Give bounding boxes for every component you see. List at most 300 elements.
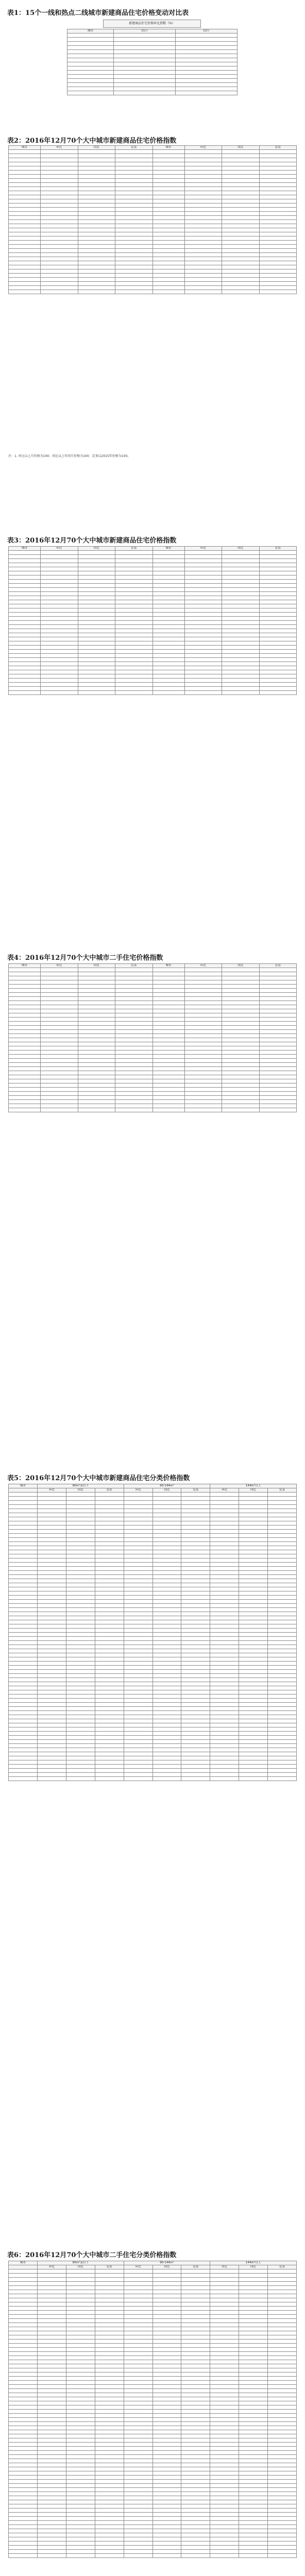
table-cell	[78, 1079, 115, 1083]
table-cell	[41, 1022, 78, 1026]
table-cell	[95, 2327, 124, 2331]
table-cell	[268, 1546, 297, 1550]
header-large: 144m²以上	[210, 1484, 297, 1488]
table-cell	[95, 1563, 124, 1567]
table-cell	[239, 1719, 268, 1723]
table-cell	[78, 195, 115, 199]
table-cell	[124, 1678, 152, 1682]
table-cell	[181, 2401, 210, 2405]
table-row	[9, 1744, 297, 1748]
table-cell	[41, 985, 78, 989]
table-cell	[9, 1624, 38, 1629]
table-row	[9, 1756, 297, 1760]
table-cell	[222, 175, 260, 179]
table-cell	[222, 282, 260, 286]
table-cell	[210, 2410, 239, 2414]
table-row	[9, 2278, 297, 2282]
table-cell	[152, 2537, 181, 2541]
table-cell	[95, 1773, 124, 1777]
table-cell	[152, 2550, 181, 2554]
table-cell	[9, 1769, 38, 1773]
table-cell	[239, 2537, 268, 2541]
table-cell	[222, 580, 260, 584]
table-row	[9, 1703, 297, 1707]
table-cell	[239, 1513, 268, 1517]
table-cell	[259, 286, 297, 290]
table-cell	[78, 171, 115, 175]
table-cell	[124, 1493, 152, 1497]
table-cell	[78, 567, 115, 571]
table-cell	[124, 1600, 152, 1604]
table-2-title: 表2：2016年12月70个大中城市新建商品住宅价格指数	[7, 137, 177, 145]
table-cell	[9, 220, 41, 224]
table-cell	[152, 1748, 181, 1752]
table-row	[9, 2455, 297, 2459]
table-cell	[9, 646, 41, 650]
table-row	[9, 2269, 297, 2274]
table-cell	[115, 191, 153, 195]
table-cell	[239, 2447, 268, 2451]
table-cell	[222, 236, 260, 241]
table-cell	[184, 1083, 222, 1088]
table-cell	[152, 1620, 181, 1624]
table-cell	[239, 2377, 268, 2381]
table-cell	[184, 584, 222, 588]
table-cell	[66, 2401, 95, 2405]
table-cell	[115, 679, 153, 683]
table-cell	[210, 2360, 239, 2364]
table-cell	[41, 1100, 78, 1104]
table-cell	[152, 1558, 181, 1563]
table-cell	[210, 2471, 239, 2476]
table-cell	[222, 604, 260, 608]
table-row	[9, 236, 297, 241]
table-cell	[181, 2385, 210, 2389]
table-cell	[41, 1067, 78, 1071]
table-cell	[38, 2451, 66, 2455]
table-cell	[78, 232, 115, 236]
table-cell	[66, 2286, 95, 2290]
table-cell	[41, 1046, 78, 1050]
table-cell	[152, 559, 184, 563]
table-cell	[124, 2298, 152, 2302]
table-cell	[78, 1046, 115, 1050]
table-cell	[268, 1777, 297, 1781]
table-cell	[181, 1591, 210, 1596]
table-cell	[152, 1612, 181, 1616]
table-cell	[152, 2389, 181, 2393]
table-cell	[181, 2352, 210, 2356]
table-cell	[115, 588, 153, 592]
table-cell	[66, 1575, 95, 1579]
table-cell	[9, 1501, 38, 1505]
table-cell	[210, 1571, 239, 1575]
table-cell	[181, 1550, 210, 1554]
table-cell	[38, 2335, 66, 2340]
table-cell	[9, 265, 41, 269]
table-cell	[181, 2504, 210, 2509]
table-cell	[181, 1678, 210, 1682]
table-cell	[184, 588, 222, 592]
table-cell	[239, 2434, 268, 2438]
table-cell	[268, 1711, 297, 1715]
table-cell	[181, 2397, 210, 2401]
table-cell	[66, 1645, 95, 1649]
table-cell	[115, 171, 153, 175]
table-cell	[210, 1542, 239, 1546]
table-cell	[66, 2500, 95, 2504]
table-cell	[41, 559, 78, 563]
table-row	[9, 1546, 297, 1550]
table-cell	[210, 1752, 239, 1756]
table-cell	[239, 1608, 268, 1612]
table-cell	[78, 608, 115, 613]
table-cell	[124, 1542, 152, 1546]
table-cell	[115, 212, 153, 216]
table-cell	[41, 162, 78, 166]
table-cell	[38, 2319, 66, 2323]
table-cell	[95, 1530, 124, 1534]
table-cell	[239, 2476, 268, 2480]
table-row	[9, 150, 297, 154]
table-cell	[9, 2463, 38, 2467]
table-cell	[222, 1005, 260, 1009]
table-cell	[184, 621, 222, 625]
table-cell	[152, 1026, 184, 1030]
table-cell	[41, 1079, 78, 1083]
table-cell	[95, 1558, 124, 1563]
table-cell	[184, 1100, 222, 1104]
table-row	[9, 1059, 297, 1063]
table-row	[9, 1505, 297, 1509]
table-cell	[41, 1096, 78, 1100]
table-cell	[9, 2393, 38, 2397]
table-cell	[38, 2447, 66, 2451]
table-cell	[184, 608, 222, 613]
table-cell	[9, 228, 41, 232]
table-cell	[115, 563, 153, 567]
table-cell	[210, 1760, 239, 1765]
table-cell	[41, 555, 78, 559]
table-cell	[78, 1100, 115, 1104]
table-cell	[41, 600, 78, 604]
table-cell	[152, 980, 184, 985]
table-cell	[9, 2496, 38, 2500]
table-cell	[38, 2307, 66, 2311]
table-cell	[78, 679, 115, 683]
table-cell	[66, 2525, 95, 2529]
table-cell	[38, 1723, 66, 1727]
table-cell	[152, 633, 184, 637]
table-cell	[66, 2434, 95, 2438]
header-base: 定基	[181, 2265, 210, 2269]
table-cell	[78, 563, 115, 567]
table-cell	[239, 1509, 268, 1513]
header-city: 城市	[9, 964, 41, 968]
table-row	[9, 2286, 297, 2290]
header-city: 城市	[67, 29, 114, 33]
table-cell	[181, 2364, 210, 2368]
table-cell	[78, 204, 115, 208]
table-cell	[239, 1563, 268, 1567]
table-cell	[9, 1009, 41, 1013]
table-cell	[184, 687, 222, 691]
table-row	[9, 1092, 297, 1096]
table-cell	[124, 1575, 152, 1579]
table-cell	[115, 592, 153, 596]
table-cell	[181, 1616, 210, 1620]
table-row	[9, 290, 297, 294]
table-cell	[210, 2286, 239, 2290]
table-cell	[9, 1030, 41, 1034]
table-cell	[115, 1055, 153, 1059]
table-cell	[41, 683, 78, 687]
table-cell	[259, 976, 297, 980]
table-row	[9, 1550, 297, 1554]
table-cell	[268, 2447, 297, 2451]
table-cell	[124, 2381, 152, 2385]
table-cell	[41, 567, 78, 571]
table-cell	[268, 1732, 297, 1736]
table-cell	[152, 1744, 181, 1748]
table-cell	[95, 2307, 124, 2311]
table-cell	[9, 2521, 38, 2525]
table-cell	[9, 1653, 38, 1657]
table-cell	[259, 687, 297, 691]
table-cell	[78, 1042, 115, 1046]
table-cell	[210, 1662, 239, 1666]
table-cell	[181, 2509, 210, 2513]
table-cell	[38, 1694, 66, 1699]
table-cell	[41, 1038, 78, 1042]
table-cell	[124, 1633, 152, 1637]
table-cell	[115, 158, 153, 162]
table-row	[9, 580, 297, 584]
table-cell	[210, 2364, 239, 2368]
table-cell	[95, 2546, 124, 2550]
table-cell	[268, 2356, 297, 2360]
table-cell	[41, 658, 78, 662]
table-cell	[41, 679, 78, 683]
table-cell	[115, 658, 153, 662]
table-row	[9, 670, 297, 674]
table-row	[9, 1001, 297, 1005]
header-mom: 环比	[41, 146, 78, 150]
table-cell	[268, 1563, 297, 1567]
table-cell	[239, 2554, 268, 2558]
table-cell	[38, 2389, 66, 2393]
table-cell	[259, 662, 297, 666]
table-cell	[95, 1521, 124, 1526]
table-cell	[38, 2286, 66, 2290]
table-cell	[210, 2541, 239, 2546]
table-cell	[181, 1694, 210, 1699]
table-cell	[9, 1542, 38, 1546]
table-cell	[95, 2282, 124, 2286]
table-cell	[78, 683, 115, 687]
table-cell	[239, 1620, 268, 1624]
table-cell	[181, 2447, 210, 2451]
table-cell	[9, 621, 41, 625]
table-cell	[210, 1633, 239, 1637]
table-cell	[152, 2451, 181, 2455]
table-cell	[268, 2525, 297, 2529]
table-cell	[115, 674, 153, 679]
table-cell	[184, 261, 222, 265]
table-cell	[38, 2426, 66, 2430]
table-cell	[95, 1645, 124, 1649]
table-cell	[176, 38, 238, 42]
table-cell	[41, 158, 78, 162]
table-cell	[210, 2269, 239, 2274]
table-cell	[38, 2484, 66, 2488]
table-cell	[239, 2274, 268, 2278]
table-cell	[268, 2393, 297, 2397]
table-cell	[66, 2480, 95, 2484]
table-cell	[181, 2286, 210, 2290]
table-cell	[259, 274, 297, 278]
table-cell	[239, 1575, 268, 1579]
table-cell	[9, 1092, 41, 1096]
table-cell	[268, 1558, 297, 1563]
table-cell	[38, 1666, 66, 1670]
table-cell	[124, 1641, 152, 1645]
table-row	[9, 563, 297, 567]
table-cell	[239, 1744, 268, 1748]
table-cell	[152, 625, 184, 629]
table-cell	[66, 1563, 95, 1567]
table-cell	[9, 2525, 38, 2529]
table-cell	[38, 1744, 66, 1748]
table-cell	[184, 257, 222, 261]
table-cell	[152, 555, 184, 559]
table-cell	[114, 46, 176, 50]
table-cell	[124, 1752, 152, 1756]
table-cell	[95, 1765, 124, 1769]
table-cell	[259, 980, 297, 985]
table-cell	[115, 637, 153, 641]
table-cell	[152, 2509, 181, 2513]
table-cell	[152, 2447, 181, 2451]
table-cell	[115, 245, 153, 249]
table-cell	[78, 158, 115, 162]
table-cell	[152, 2438, 181, 2443]
table-row	[9, 674, 297, 679]
table-cell	[95, 1641, 124, 1645]
table-cell	[259, 1005, 297, 1009]
table-row	[9, 2302, 297, 2307]
table-cell	[222, 1104, 260, 1108]
table-cell	[95, 2340, 124, 2344]
table-cell	[66, 1554, 95, 1558]
table-cell	[78, 1013, 115, 1018]
table-cell	[210, 1558, 239, 1563]
table-cell	[181, 2455, 210, 2459]
table-cell	[181, 2418, 210, 2422]
table-cell	[210, 1538, 239, 1542]
table-cell	[115, 600, 153, 604]
table-cell	[66, 2348, 95, 2352]
table-cell	[184, 666, 222, 670]
table-cell	[124, 1596, 152, 1600]
table-cell	[38, 1707, 66, 1711]
table-cell	[152, 641, 184, 646]
table-cell	[222, 968, 260, 972]
table-row	[9, 261, 297, 265]
table-cell	[67, 79, 114, 83]
table-cell	[41, 633, 78, 637]
table-cell	[95, 2360, 124, 2364]
table-cell	[66, 1666, 95, 1670]
table-cell	[152, 2356, 181, 2360]
table-cell	[181, 1521, 210, 1526]
table-cell	[268, 1719, 297, 1723]
table-cell	[259, 1055, 297, 1059]
table-cell	[181, 1497, 210, 1501]
table-row	[9, 2327, 297, 2331]
table-cell	[9, 1748, 38, 1752]
table-cell	[239, 2517, 268, 2521]
table-cell	[124, 1554, 152, 1558]
table-cell	[210, 1645, 239, 1649]
table-row	[9, 1727, 297, 1732]
table-cell	[222, 1055, 260, 1059]
table-cell	[222, 555, 260, 559]
table-cell	[222, 257, 260, 261]
table-cell	[152, 2381, 181, 2385]
table-cell	[222, 641, 260, 646]
table-row	[9, 2298, 297, 2302]
table-cell	[176, 91, 238, 95]
table-cell	[259, 600, 297, 604]
table-cell	[38, 2504, 66, 2509]
header-base: 定基	[95, 1488, 124, 1493]
table-cell	[9, 1760, 38, 1765]
table-cell	[268, 1550, 297, 1554]
table-cell	[66, 1521, 95, 1526]
table-cell	[184, 617, 222, 621]
table-cell	[115, 1083, 153, 1088]
table-cell	[152, 646, 184, 650]
table-cell	[9, 1493, 38, 1497]
table-cell	[268, 2405, 297, 2410]
table-cell	[184, 220, 222, 224]
table-cell	[9, 175, 41, 179]
table-cell	[9, 2504, 38, 2509]
table-cell	[38, 1715, 66, 1719]
table-cell	[259, 245, 297, 249]
table-cell	[152, 1005, 184, 1009]
table-cell	[259, 1083, 297, 1088]
table-cell	[239, 1530, 268, 1534]
table-cell	[95, 1694, 124, 1699]
table-cell	[152, 1703, 181, 1707]
table-cell	[9, 588, 41, 592]
table-cell	[152, 1108, 184, 1112]
table-cell	[78, 617, 115, 621]
table-cell	[95, 1550, 124, 1554]
table-cell	[95, 2443, 124, 2447]
table-cell	[38, 1616, 66, 1620]
table-cell	[9, 1756, 38, 1760]
table-5-title: 表5：2016年12月70个大中城市新建商品住宅分类价格指数	[7, 1475, 190, 1482]
table-cell	[41, 976, 78, 980]
table-cell	[66, 1629, 95, 1633]
table-cell	[9, 2410, 38, 2414]
table-cell	[210, 1694, 239, 1699]
table-row	[9, 2554, 297, 2558]
table-cell	[268, 2282, 297, 2286]
